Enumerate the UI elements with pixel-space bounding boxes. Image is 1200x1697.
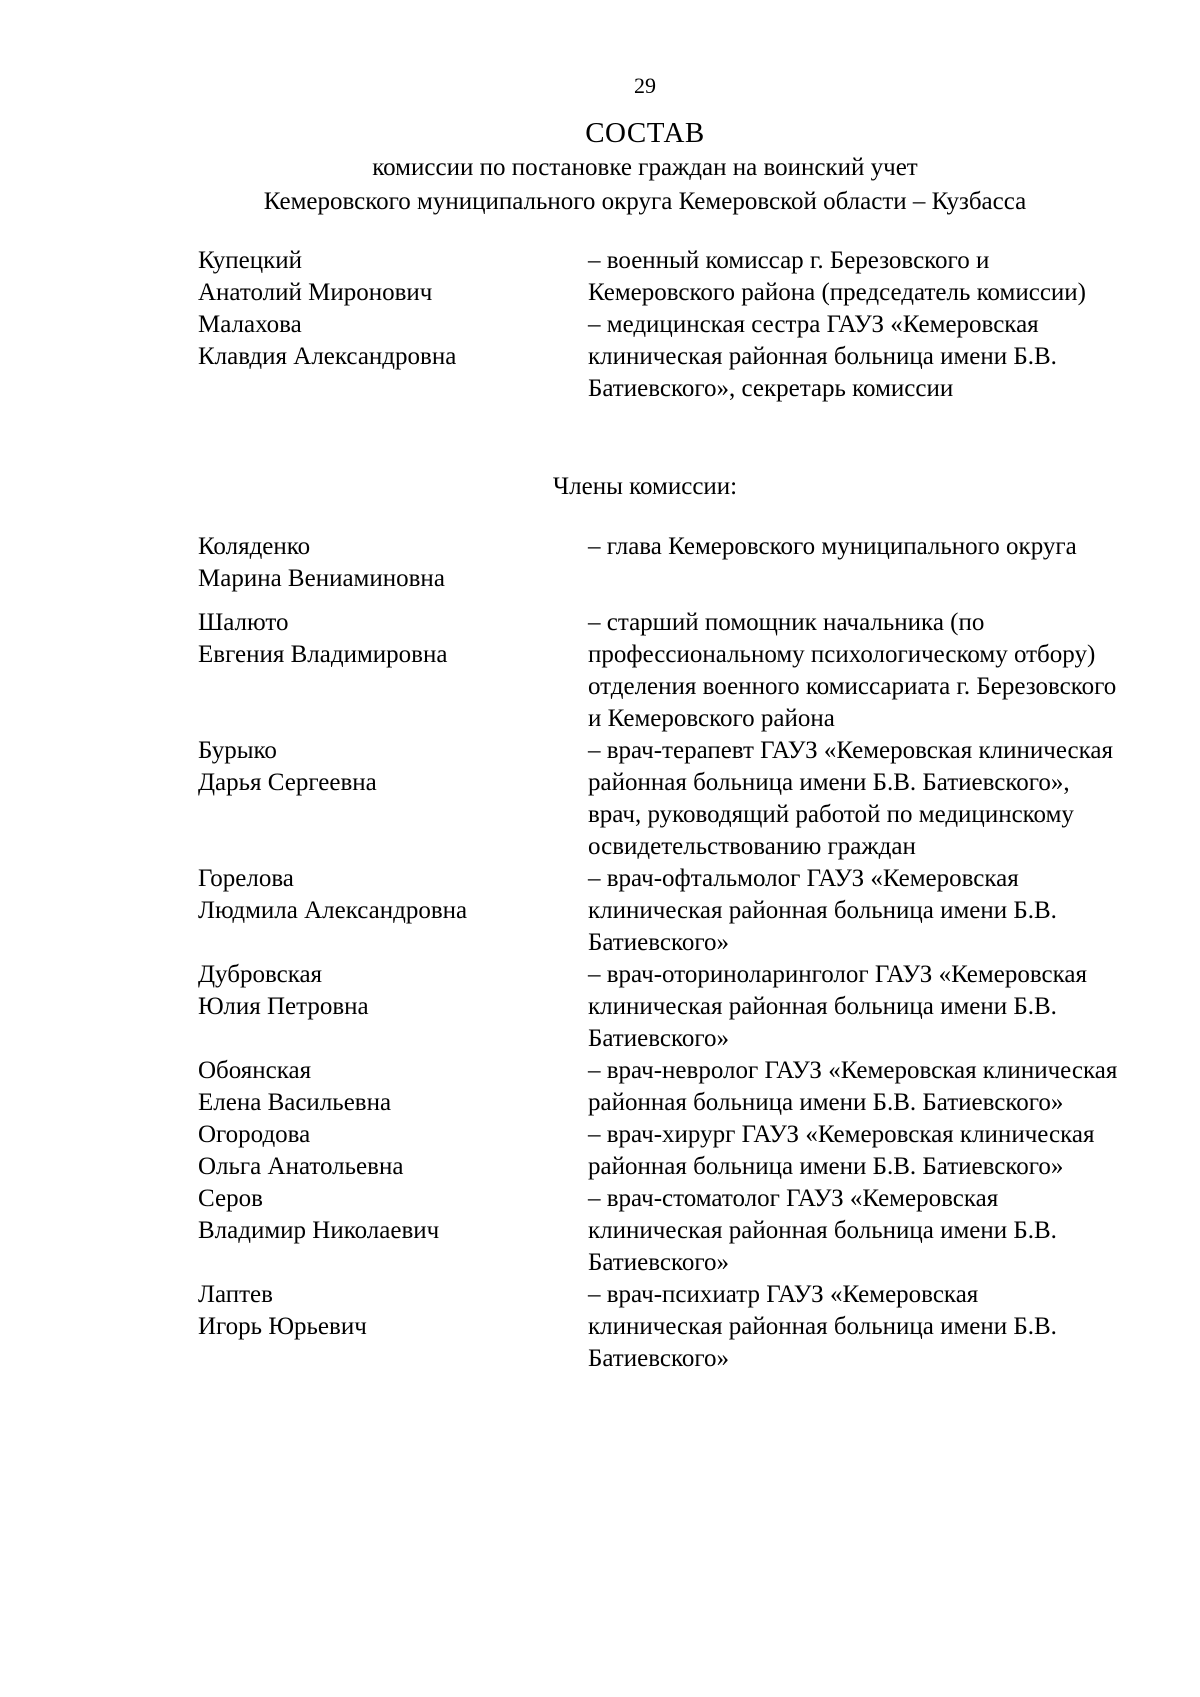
person-given-names: Евгения Владимировна: [198, 641, 448, 668]
person-role: – врач-психиатр ГАУЗ «Кемеровская клиническая районная больница имени Б.В. Батиевского»: [588, 1281, 1057, 1372]
person-name: [198, 607, 588, 735]
person-role: – врач-оториноларинголог ГАУЗ «Кемеровская клиническая районная больница имени Б.В. Батиевского»: [588, 961, 1087, 1052]
person-surname: Обоянская: [198, 1057, 312, 1084]
person-given-names: Елена Васильевна: [198, 1089, 392, 1116]
document-title-block: [0, 115, 1200, 219]
list-item: [198, 531, 1118, 595]
person-surname: Малахова: [198, 311, 302, 338]
person-role: – врач-невролог ГАУЗ «Кемеровская клиническая районная больница имени Б.В. Батиевского»: [588, 1057, 1118, 1116]
person-name: [198, 1279, 588, 1375]
person-name: [198, 1055, 588, 1119]
person-name: [198, 1183, 588, 1279]
person-name: [198, 735, 588, 863]
person-name: [198, 1119, 588, 1183]
person-given-names: Людмила Александровна: [198, 897, 468, 924]
person-given-names: Ольга Анатольевна: [198, 1153, 404, 1180]
person-given-names: Марина Вениаминовна: [198, 565, 445, 592]
person-role: – глава Кемеровского муниципального округа: [588, 533, 1077, 560]
document-subtitle-line-2: Кемеровского муниципального округа Кемеровской области – Кузбасса: [263, 188, 1027, 215]
person-name: [198, 309, 588, 405]
person-role: – военный комиссар г. Березовского и Кемеровского района (председатель комиссии): [588, 247, 1086, 306]
list-item: [198, 309, 1118, 405]
person-surname: Серов: [198, 1185, 263, 1212]
list-item: [198, 959, 1118, 1055]
person-given-names: Анатолий Миронович: [198, 279, 433, 306]
spacer: [198, 595, 1118, 607]
person-surname: Дубровская: [198, 961, 323, 988]
list-item: [198, 1183, 1118, 1279]
page-number: 29: [634, 73, 656, 98]
person-role: – старший помощник начальника (по профессиональному психологическому отбору) отделения военного комиссариата г. Березовского и Кемеровского района: [588, 609, 1117, 732]
person-surname: Горелова: [198, 865, 294, 892]
person-given-names: Владимир Николаевич: [198, 1217, 440, 1244]
list-item: [198, 735, 1118, 863]
person-given-names: Дарья Сергеевна: [198, 769, 377, 796]
list-item: [198, 1119, 1118, 1183]
members-list: [198, 531, 1118, 1375]
person-role: – врач-стоматолог ГАУЗ «Кемеровская клиническая районная больница имени Б.В. Батиевского»: [588, 1185, 1057, 1276]
list-item: [198, 1279, 1118, 1375]
document-title: СОСТАВ: [585, 117, 705, 149]
person-role: – врач-офтальмолог ГАУЗ «Кемеровская клиническая районная больница имени Б.В. Батиевского»: [588, 865, 1057, 956]
list-item: [198, 863, 1118, 959]
person-surname: Коляденко: [198, 533, 311, 560]
person-name: [198, 863, 588, 959]
list-item: [198, 607, 1118, 735]
leadership-list: [198, 245, 1118, 405]
document-subtitle-line-1: комиссии по постановке граждан на воинский учет: [372, 154, 918, 181]
person-name: [198, 531, 588, 595]
person-surname: Лаптев: [198, 1281, 273, 1308]
person-surname: Бурыко: [198, 737, 277, 764]
person-role: – медицинская сестра ГАУЗ «Кемеровская клиническая районная больница имени Б.В. Батиевского», секретарь комиссии: [588, 311, 1057, 402]
person-surname: Огородова: [198, 1121, 311, 1148]
person-given-names: Клавдия Александровна: [198, 343, 457, 370]
person-surname: Купецкий: [198, 247, 303, 274]
members-heading: Члены комиссии:: [552, 473, 738, 500]
person-name: [198, 959, 588, 1055]
person-role: – врач-терапевт ГАУЗ «Кемеровская клиническая районная больница имени Б.В. Батиевского», врач, руководящий работой по медицинскому освидетельствованию граждан: [588, 737, 1114, 860]
person-name: [198, 245, 588, 309]
person-given-names: Юлия Петровна: [198, 993, 369, 1020]
list-item: [198, 1055, 1118, 1119]
person-surname: Шалюто: [198, 609, 289, 636]
person-role: – врач-хирург ГАУЗ «Кемеровская клиническая районная больница имени Б.В. Батиевского»: [588, 1121, 1095, 1180]
list-item: [198, 245, 1118, 309]
person-given-names: Игорь Юрьевич: [198, 1313, 367, 1340]
